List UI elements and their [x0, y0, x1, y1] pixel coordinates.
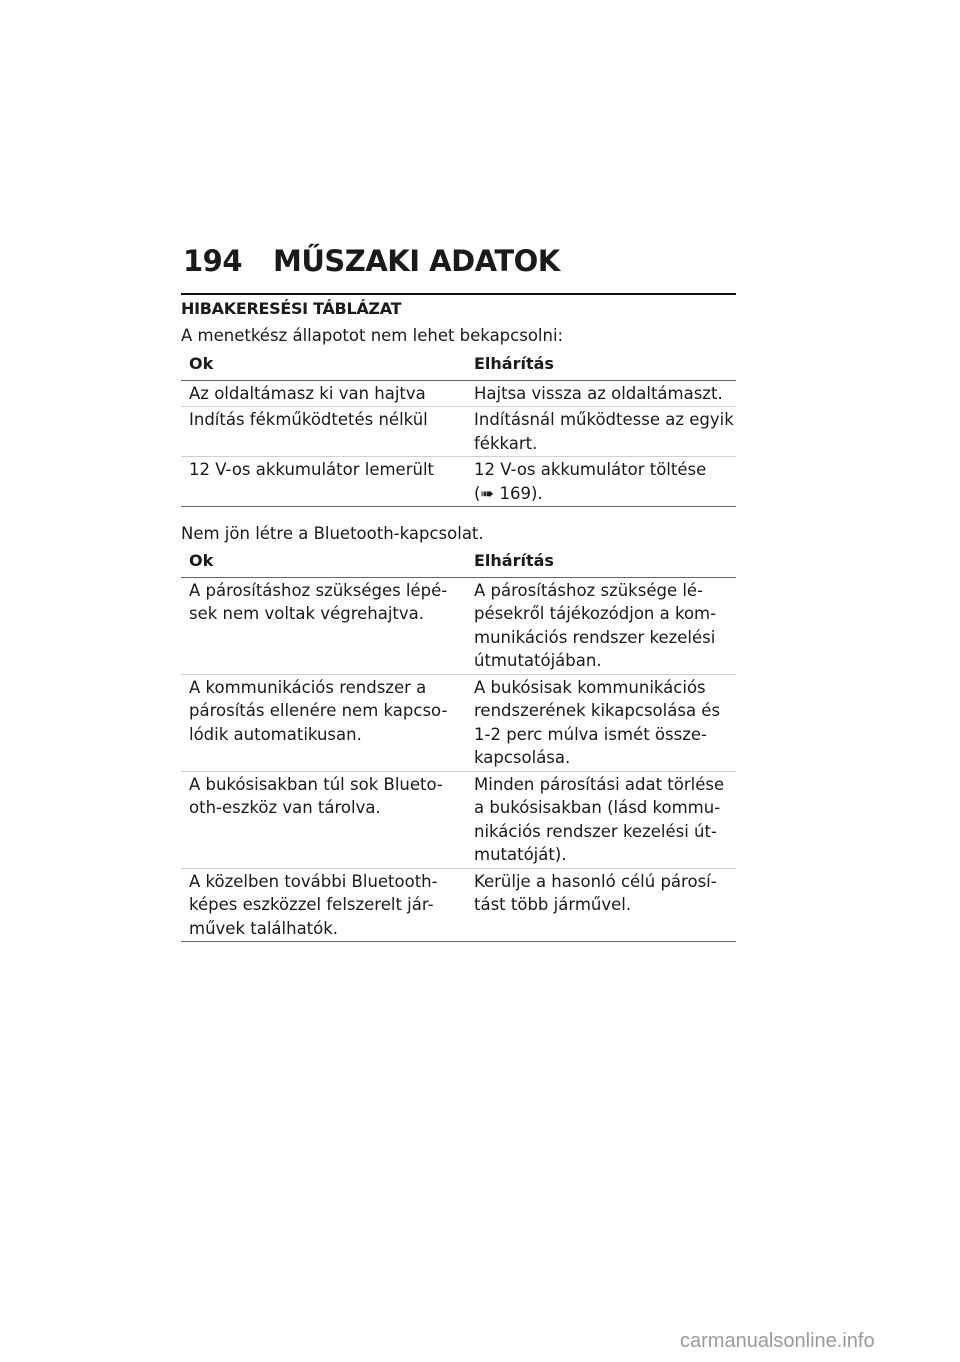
remedy-cell: Indításnál működtesse az egyik fékkart.: [466, 407, 736, 457]
table-row: [181, 407, 736, 457]
remedy-cell: Hajtsa vissza az oldaltámaszt.: [466, 380, 736, 407]
cause-cell: A bukósisakban túl sok Blueto- oth-eszköz van tárolva.: [181, 771, 466, 868]
table-2-intro: Nem jön létre a Bluetooth-kapcsolat.: [181, 524, 484, 543]
table-1-intro: A menetkész állapotot nem lehet bekapcsolni:: [181, 326, 564, 345]
cause-cell: 12 V-os akkumulátor lemerült: [181, 457, 466, 507]
troubleshooting-table-2: [181, 549, 736, 942]
column-header-cause: Ok: [181, 549, 466, 577]
page-header: [183, 244, 560, 278]
cause-cell: Indítás fékműködtetés nélkül: [181, 407, 466, 457]
table-row: [181, 457, 736, 507]
column-header-remedy: Elhárítás: [466, 549, 736, 577]
table-row: [181, 674, 736, 771]
cause-cell: A közelben további Bluetooth- képes eszközzel felszerelt jár- művek találhatók.: [181, 868, 466, 942]
remedy-cell: A bukósisak kommunikációs rendszerének kikapcsolása és 1-2 perc múlva ismét össze- kapcsolása.: [466, 674, 736, 771]
page-number: 194: [183, 244, 243, 278]
remedy-cell: Minden párosítási adat törlése a bukósisakban (lásd kommu- nikációs rendszer kezelési út- mutatóját).: [466, 771, 736, 868]
remedy-cell: A párosításhoz szüksége lé- pésekről tájékozódjon a kom- munikációs rendszer kezelési útmutatójában.: [466, 577, 736, 674]
section-title: HIBAKERESÉSI TÁBLÁZAT: [181, 299, 402, 318]
table-row: [181, 577, 736, 674]
table-row: [181, 771, 736, 868]
troubleshooting-table-1: [181, 352, 736, 507]
header-divider: [181, 293, 736, 295]
table-row: [181, 868, 736, 942]
remedy-cell: 12 V-os akkumulátor töltése (➠ 169).: [466, 457, 736, 507]
remedy-cell: Kerülje a hasonló célú párosí- tást több járművel.: [466, 868, 736, 942]
column-header-cause: Ok: [181, 352, 466, 380]
table-row: [181, 380, 736, 407]
cause-cell: A párosításhoz szükséges lépé- sek nem voltak végrehajtva.: [181, 577, 466, 674]
cause-cell: A kommunikációs rendszer a párosítás ellenére nem kapcso- lódik automatikusan.: [181, 674, 466, 771]
column-header-remedy: Elhárítás: [466, 352, 736, 380]
watermark-link[interactable]: carmanualsonline.info: [680, 1330, 875, 1352]
chapter-title: MŰSZAKI ADATOK: [273, 244, 560, 278]
cause-cell: Az oldaltámasz ki van hajtva: [181, 380, 466, 407]
